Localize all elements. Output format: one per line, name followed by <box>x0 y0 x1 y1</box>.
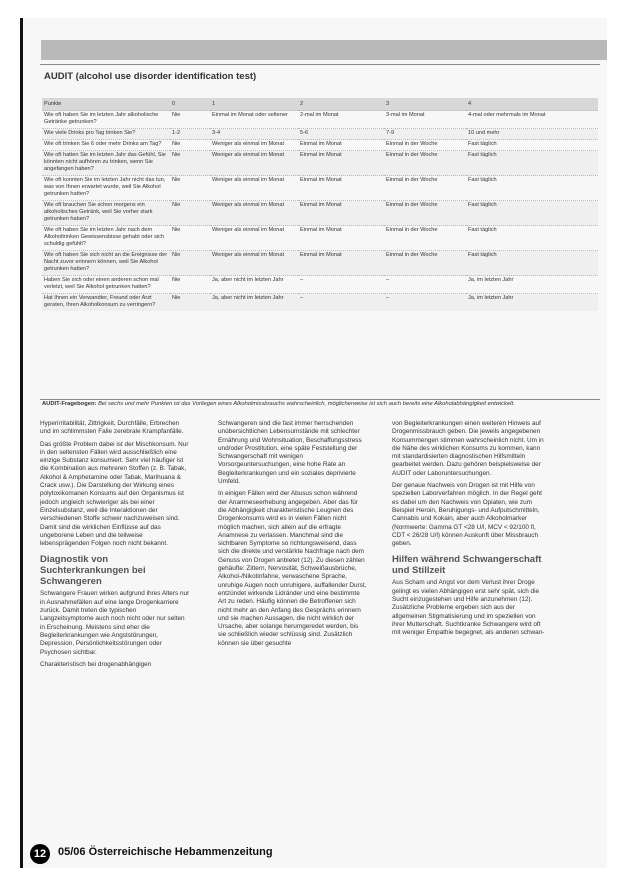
table-cell: 3-mal im Monat <box>384 111 466 129</box>
header-cell: 1 <box>210 98 298 111</box>
table-cell: Nie <box>170 151 210 176</box>
table-cell: Einmal in der Woche <box>384 176 466 201</box>
article-column-1 <box>40 420 190 673</box>
table-cell: Wie oft haben Sie im letzten Jahr alkoholische Getränke getrunken? <box>42 111 170 129</box>
table-cell: Wie oft haben Sie sich nicht an die Ereignisse der Nacht zuvor erinnern können, weil Sie Alkohol getrunken hatten? <box>42 251 170 276</box>
table-cell: Fast täglich <box>466 226 598 251</box>
paragraph: In einigen Fällen wird der Abusus schon während der Anamneseerhebung angegeben. Aber das für die Abhängigkeit charakteristische Leugnen des Drogenkonsums wird es in vielen Fällen nicht möglich machen, sich allein auf die erfragte Anamnese zu verlassen. Manchmal sind die sichtbaren Symptome so richtungsweisend, dass sich die direkte und verstärkte Nachfrage nach dem Genuss von Drogen anbietet (12). Zu diesen zählen gehäufte: Zittern, Nervosität, Schweißausbrüche, Alkohol-/Nikotinfahne, verwaschene Sprache, unruhige Augen noch unruhigere, auffallender Durst, entzündet wirkende Lidränder und eine bestimmte Art zu reden. Häufig können die Betroffenen sich nicht mehr an den Anfang des Gesprächs erinnern und sie machen Aussagen, die nicht wirklich der Ursache, aber solange herumgeredet werden, bis sie schließlich wieder schlüssig sind. Zusätzlich können sie über gesuchte <box>218 490 367 647</box>
table-row <box>42 176 598 201</box>
table-cell: 5-6 <box>298 129 384 140</box>
article-column-2 <box>218 420 368 652</box>
table-cell: Ja, aber nicht im letzten Jahr <box>210 276 298 294</box>
table-cell: Einmal in der Woche <box>384 140 466 151</box>
table-cell: Wie viele Drinks pro Tag trinken Sie? <box>42 129 170 140</box>
table-cell: 4-mal oder mehrmals im Monat <box>466 111 598 129</box>
header-bar <box>41 40 607 60</box>
table-cell: Einmal im Monat <box>298 201 384 226</box>
issue-title: 05/06 Österreichische Hebammenzeitung <box>58 846 273 858</box>
table-cell: Wie oft haben Sie im letzten Jahr nach dem Alkoholtrinken Gewissensbisse gehabt oder sich schuldig gefühlt? <box>42 226 170 251</box>
table-row <box>42 201 598 226</box>
table-cell: Ja, im letzten Jahr <box>466 276 598 294</box>
paragraph: Der genaue Nachweis von Drogen ist mit Hilfe von speziellen Laborverfahren möglich. In der Regel geht es dabei um den Nachweis von Opiaten, wie zum Beispiel Heroin, Beruhigungs- und Aufputschmitteln, Cannabis und Kokain, aber auch Alkoholmarker (Normwerte: Gamma GT <28 U/l, MCV < 92/100 fl, CDT < 26/28 U/l) können Auskunft über Missbrauch geben. <box>392 482 542 548</box>
table-row <box>42 251 598 276</box>
table-cell: 10 und mehr <box>466 129 598 140</box>
audit-header-row <box>42 98 598 111</box>
table-cell: Fast täglich <box>466 251 598 276</box>
table-cell: Fast täglich <box>466 140 598 151</box>
table-row <box>42 276 598 294</box>
section-heading: Hilfen während Schwangerschaft und Stillzeit <box>392 554 542 577</box>
table-cell: Weniger als einmal im Monat <box>210 151 298 176</box>
table-cell: Einmal im Monat oder seltener <box>210 111 298 129</box>
table-cell: Haben Sie sich oder einen anderen schon mal verletzt, weil Sie Alkohol getrunken hatten? <box>42 276 170 294</box>
table-cell: – <box>384 276 466 294</box>
table-cell: Weniger als einmal im Monat <box>210 140 298 151</box>
table-cell: 3-4 <box>210 129 298 140</box>
table-row <box>42 111 598 129</box>
table-cell: Weniger als einmal im Monat <box>210 226 298 251</box>
table-cell: – <box>384 294 466 312</box>
table-cell: Nie <box>170 294 210 312</box>
page-number: 12 <box>30 844 50 864</box>
audit-table <box>42 98 598 311</box>
header-cell: 2 <box>298 98 384 111</box>
table-cell: 1-2 <box>170 129 210 140</box>
table-cell: Einmal in der Woche <box>384 201 466 226</box>
table-cell: Einmal im Monat <box>298 176 384 201</box>
page-footer <box>30 844 390 866</box>
table-cell: Nie <box>170 276 210 294</box>
table-row <box>42 294 598 312</box>
table-row <box>42 151 598 176</box>
table-cell: Ja, im letzten Jahr <box>466 294 598 312</box>
table-cell: Hat Ihnen ein Verwandter, Freund oder Arzt geraten, Ihren Alkoholkonsum zu verringern? <box>42 294 170 312</box>
paragraph: Hyperirritabilität, Zittrigkeit, Durchfälle, Erbrechen und im schlimmsten Falle zerebrale Krampfanfälle. <box>40 420 184 436</box>
table-cell: Nie <box>170 251 210 276</box>
table-cell: Einmal in der Woche <box>384 151 466 176</box>
table-cell: Einmal im Monat <box>298 251 384 276</box>
section-heading: Diagnostik von Suchterkrankungen bei Schwangeren <box>40 554 146 588</box>
article-column-3 <box>392 420 550 642</box>
table-cell: Ja, aber nicht im letzten Jahr <box>210 294 298 312</box>
table-row <box>42 129 598 140</box>
paragraph: Schwangeren sind die fast immer herrschenden unübersichtlichen Lebensumstände mit schlechter Ernährung und Wohnsituation, Beschaffungsstress und/oder Prostitution, eine späte Feststellung der Schwangerschaft mit wenigen Vorsorgeuntersuchungen, eine hohe Rate an Begleiterkrankungen und ein soziales deprivierte Umfeld. <box>218 420 362 486</box>
table-cell: Fast täglich <box>466 151 598 176</box>
table-cell: Wie oft trinken Sie 6 oder mehr Drinks am Tag? <box>42 140 170 151</box>
paragraph: Das größte Problem dabei ist der Mischkonsum. Nur in den seltensten Fällen wird ausschließlich eine einzige Substanz konsumiert. Sehr viel häufiger ist die Kombination aus mehreren Stoffen (z. B. Tabak, Alkohol & Amphetamine oder Tabak, Marihuana & Crack usw.). Die Darstellung der Wirkung eines polytoxikomanen Konsums auf den Organismus ist jedoch ungleich schwieriger als bei einer Einzelsubstanz, weil die Interaktionen der verschiedenen Stoffe schwer nachzuweisen sind. Damit sind die wirklichen Einflüsse auf das ungeborene Leben und die teilweise lebensprägenden Folgen noch nicht bekannt. <box>40 440 189 548</box>
table-cell: Wie oft hatten Sie im letzten Jahr das Gefühl, Sie könnten nicht aufhören zu trinken, wenn Sie angefangen haben? <box>42 151 170 176</box>
table-cell: Nie <box>170 111 210 129</box>
table-cell: Nie <box>170 140 210 151</box>
table-cell: Einmal im Monat <box>298 140 384 151</box>
paragraph: von Begleiterkrankungen einen weiteren Hinweis auf Drogenmissbrauch geben. Die jeweils angegebenen Konsummengen stimmen wahrscheinlich nicht. Um in die Nähe des wirklichen Konsums zu kommen, kann mit standardisierten diagnostischen Hilfsmitteln gearbeitet werden. Dazu gehören beispielsweise der AUDIT oder Laboruntersuchungen. <box>392 420 544 477</box>
header-cell: 3 <box>384 98 466 111</box>
table-cell: – <box>298 276 384 294</box>
table-cell: Fast täglich <box>466 201 598 226</box>
table-cell: Einmal im Monat <box>298 226 384 251</box>
table-cell: Einmal in der Woche <box>384 251 466 276</box>
table-cell: Nie <box>170 226 210 251</box>
audit-footnote <box>42 400 598 408</box>
paragraph: Schwangere Frauen wirken aufgrund ihres Alters nur in Ausnahmefällen auf eine lange Drogenkarriere zurück. Damit treten die typischen Langzeitsymptome auch noch nicht oder nur selten in Erscheinung. Meistens sind eher die Begleiterkrankungen wie Angststörungen, Depression, Persönlichkeitsstörungen oder Psychosen sichtbar. <box>40 590 190 656</box>
table-row <box>42 140 598 151</box>
table-cell: Nie <box>170 176 210 201</box>
table-cell: Weniger als einmal im Monat <box>210 251 298 276</box>
table-cell: 7-9 <box>384 129 466 140</box>
table-cell: – <box>298 294 384 312</box>
table-cell: Weniger als einmal im Monat <box>210 176 298 201</box>
table-row <box>42 226 598 251</box>
table-cell: Wie oft brauchen Sie schon morgens ein alkoholisches Getränk, weil Sie vorher stark getrunken haben? <box>42 201 170 226</box>
footnote-label: AUDIT-Fragebogen: <box>42 401 97 407</box>
table-cell: Fast täglich <box>466 176 598 201</box>
audit-table-box <box>40 64 600 400</box>
audit-title: AUDIT (alcohol use disorder identification test) <box>44 71 257 82</box>
paragraph: Charakteristisch bei drogenabhängigen <box>40 660 152 668</box>
table-cell: 2-mal im Monat <box>298 111 384 129</box>
table-cell: Einmal in der Woche <box>384 226 466 251</box>
table-cell: Einmal im Monat <box>298 151 384 176</box>
table-cell: Weniger als einmal im Monat <box>210 201 298 226</box>
header-cell: 4 <box>466 98 598 111</box>
header-cell: 0 <box>170 98 210 111</box>
header-cell: Punkte <box>42 98 170 111</box>
paragraph: Aus Scham und Angst vor dem Verlust ihrer Droge gelingt es vielen Abhängigen erst sehr spät, sich die Sucht einzugestehen und Hilfe anzunehmen (12). Zusätzliche Probleme ergeben sich aus der allgemeinen Stigmatisierung und im speziellen von ihrer Mutterschaft. Suchtkranke Schwangere wird oft mit weniger Empathie begegnet, als anderen schwan- <box>392 579 545 637</box>
footnote-text: Bei sechs und mehr Punkten ist das Vorliegen eines Alkoholmissbrauchs wahrscheinlich, möglicherweise ist sich auch bereits eine Alkoholabhängigkeit entwickelt. <box>98 401 515 407</box>
table-cell: Nie <box>170 201 210 226</box>
table-cell: Wie oft konnten Sie im letzten Jahr nicht das tun, was von Ihnen erwartet wurde, weil Sie Alkohol getrunken hatten? <box>42 176 170 201</box>
